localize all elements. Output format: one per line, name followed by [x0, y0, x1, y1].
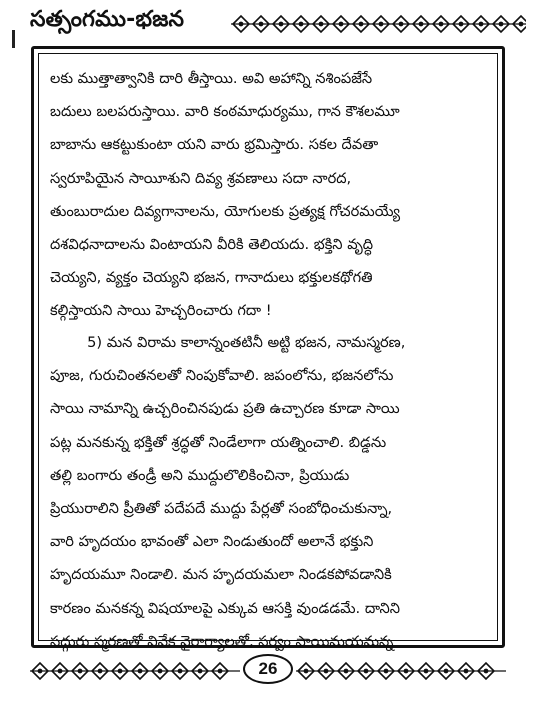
text-line: స్వరూపియైన సాయీశుని దివ్య శ్రవణాలు సదా నారద,: [50, 169, 352, 187]
text-line: చెయ్యని, వ్యక్తం చెయ్యని భజన, గానాదులు భక్తులకథోగతి: [50, 269, 373, 287]
text-line: 5) మన విరామ కాలాన్నంతటినీ అట్టి భజన, నామస్మరణ,: [50, 334, 406, 351]
text-line: హృదయమూ నిండాలి. మన హృదయమలా నిండకపోవడానికి: [50, 566, 392, 584]
footer-ornament-left: [30, 658, 240, 684]
text-line: ప్రియురాలిని ప్రీతితో పదేపదే ముద్దు పేర్లతో సంబోధించుకున్నా,: [50, 500, 393, 518]
footer-ornament-right: [296, 658, 506, 684]
text-line: కల్గిస్తాయని సాయి హెచ్చరించారు గదా !: [50, 302, 272, 320]
text-line: వారి హృదయం భావంతో ఎలా నిండుతుందో అలానే భక్తుని: [50, 533, 374, 551]
text-line: సద్గురు స్మరణతో వివేక వైరాగ్యాలతో, సర్వం సాయిమయమన్న: [50, 632, 394, 650]
text-line: లకు ముత్తాత్వానికి దారి తీస్తాయి. అవి అహాన్ని నశింపజేసే: [50, 70, 373, 87]
text-line: పట్ల మనకున్న భక్తితో శ్రద్ధతో నిండేలాగా యత్నించాలి. బిడ్డను: [50, 433, 387, 451]
page-number: 26: [243, 654, 293, 684]
page-footer: [30, 652, 506, 692]
text-line: బాబాను ఆకట్టుకుంటా యని వారు భ్రమిస్తారు. సకల దేవతా: [50, 136, 379, 154]
paragraph-1: [50, 62, 494, 328]
text-line: తుంబురాదుల దివ్యగానాలను, యోగులకు ప్రత్యక్ష గోచరమయ్యే: [50, 202, 401, 220]
running-title: సత్సంగము-భజన: [30, 7, 185, 32]
header-ornament: [231, 10, 526, 38]
page-header: [26, 6, 526, 40]
text-line: సాయి నామాన్ని ఉచ్చరించినపుడు ప్రతి ఉచ్చారణ కూడా సాయి: [50, 400, 400, 418]
text-line: బదులు బలపరుస్తాయి. వారి కంఠమాధుర్యము, గాన కౌశలమూ: [50, 103, 400, 121]
text-line: పూజ, గురుచింతనలతో నింపుకోవాలి. జపంలోను, భజనలోను: [50, 367, 394, 385]
paragraph-2: [50, 326, 494, 658]
text-line: దశవిధనాదాలను వింటాయని వీరికి తెలియదు. భక్తిని వృద్ధి: [50, 236, 374, 254]
text-line: తల్లి బంగారు తండ్రీ అని ముద్దులొలికించినా, ప్రియుడు: [50, 466, 350, 484]
margin-mark: [12, 30, 15, 48]
text-line: కారణం మనకన్న విషయాలపై ఎక్కువ ఆసక్తి వుండడమే. దానిని: [50, 599, 401, 617]
